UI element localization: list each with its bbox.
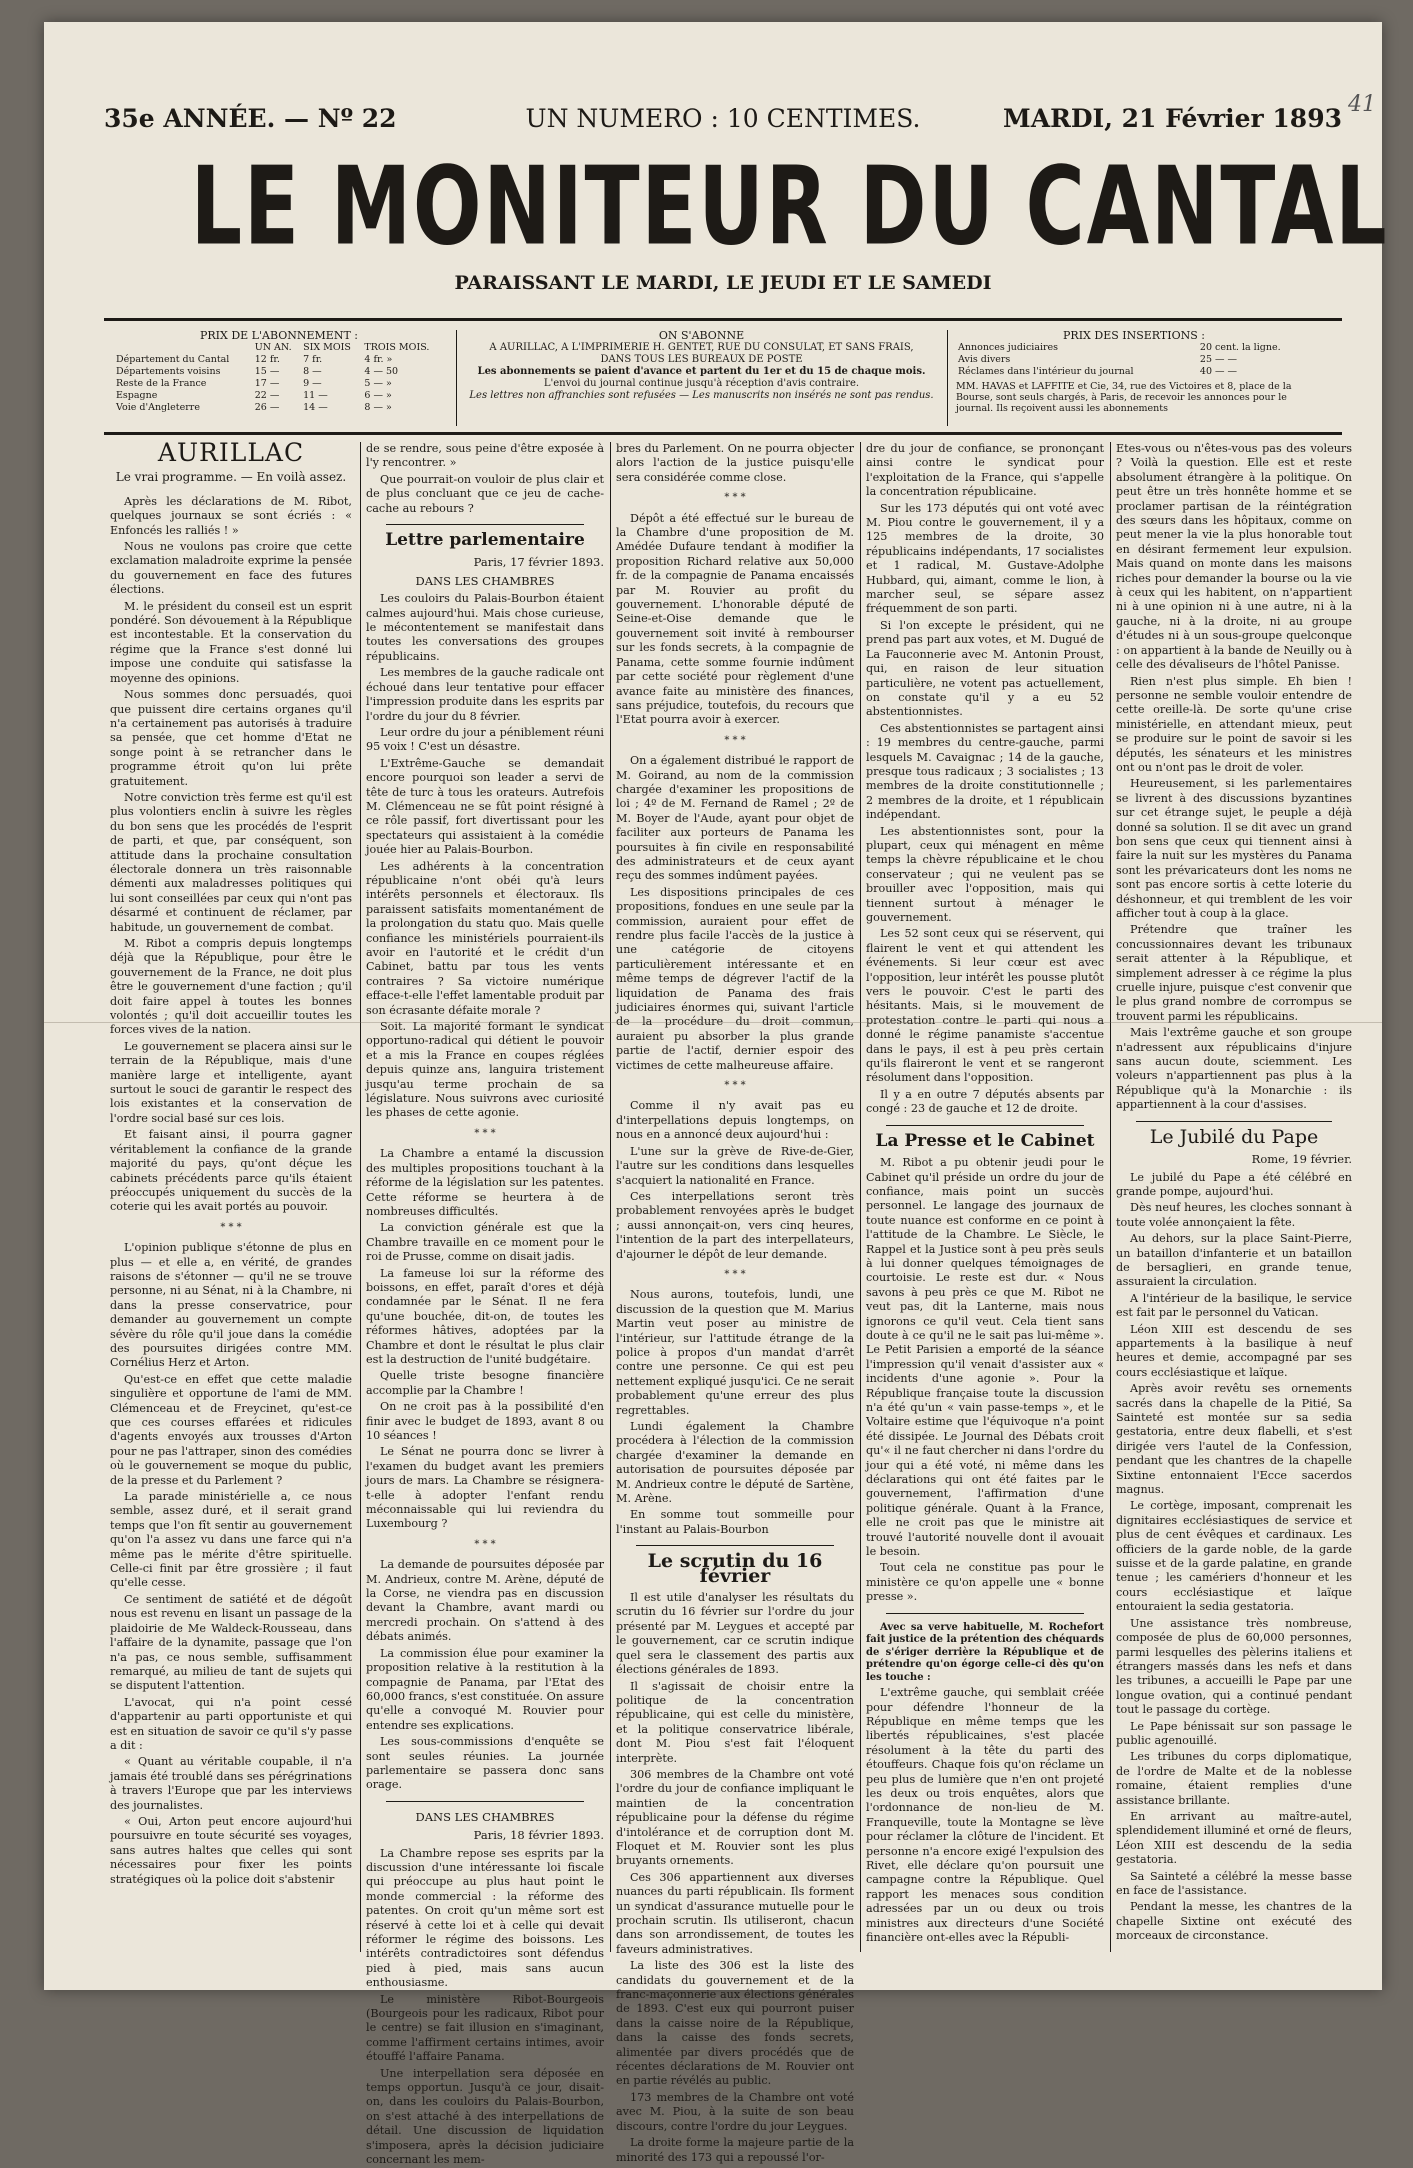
paragraph: 173 membres de la Chambre ont voté avec M. Piou, à la suite de son beau discours, contre l'ordre du jour Leygues.	[616, 2090, 854, 2133]
paragraph: Quelle triste besogne financière accomplie par la Chambre !	[366, 1369, 604, 1397]
paragraph: Tout cela ne constitue pas pour le ministère ce qu'on appelle une « bonne presse ».	[866, 1561, 1104, 1604]
subscribe-line: L'envoi du journal continue jusqu'à réception d'avis contraire.	[543, 378, 860, 389]
paragraph: Il s'agissait de choisir entre la politique de la concentration républicaine, qui est celle du ministère, et la politique conservatrice libérale, dont M. Piou s'est fait l'éloquent interprète.	[616, 1679, 854, 1765]
paragraph: Ces 306 appartiennent aux diverses nuances du parti républicain. Ils forment un syndicat d'assurance mutuelle pour le prochain scrutin. Ils utiliseront, chacun dans son arrondissement, de toutes les faveurs administratives.	[616, 1870, 854, 1956]
paragraph: La parade ministérielle a, ce nous semble, assez duré, et il serait grand temps que l'on fît sentir au gouvernement qu'on l'a assez vu dans une farce qui n'a même pas le mérite d'être spirituelle. Celle-ci finit par être grossière ; il faut qu'elle cesse.	[110, 1490, 352, 1590]
column-divider	[1110, 442, 1111, 1952]
paragraph: Pendant la messe, les chantres de la chapelle Sixtine ont exécuté des morceaux de circonstance.	[1116, 1900, 1352, 1943]
paragraph: Il est utile d'analyser les résultats du scrutin du 16 février sur l'ordre du jour présenté par M. Leygues et accepté par le gouvernement, car ce scrutin indique quel sera le classement des partis aux élections générales de 1893.	[616, 1591, 854, 1677]
subscribe-line: Les abonnements se paient d'avance et partent du 1er et du 15 de chaque mois.	[477, 366, 926, 377]
article-deck: Le vrai programme. — En voilà assez.	[115, 470, 347, 485]
column-1	[110, 438, 352, 1962]
paragraph: La Chambre repose ses esprits par la discussion d'une intéressante loi fiscale qui préoccupe au plus haut point le monde commercial : la réforme des patentes. On croit qu'un même sort est réservé à cette loi et à celle qui devait réformer le régime des boissons. Les intérêts contradictoires sont défendus pied à pied, mais sans aucun enthousiasme.	[366, 1846, 604, 1990]
column-3	[616, 442, 854, 2164]
paragraph: Les 52 sont ceux qui se réservent, qui flairent le vent et qui attendent les événements. Si leur cœur est avec l'opposition, leur intérêt les pousse plutôt vers le pouvoir. C'est le parti des hésitants. Mais, si le mouvement de protestation contre le parti qui nous a donné le régime panamiste s'accentue dans le pays, il est à peu près certain qu'ils flaireront le vent et se rangeront résolument dans l'opposition.	[866, 927, 1104, 1085]
paragraph: L'une sur la grève de Rive-de-Gier, l'autre sur les conditions dans lesquelles s'acquiert la nationalité en France.	[616, 1144, 854, 1187]
column-5	[1116, 442, 1352, 1962]
separator-asterisks: * * *	[724, 734, 746, 746]
paragraph: L'avocat, qui n'a point cessé d'appartenir au parti opportuniste et qui est en situation de savoir ce qu'il s'y passe a dit :	[110, 1695, 352, 1752]
separator-asterisks: * * *	[474, 1127, 496, 1139]
paper-fold	[44, 1022, 1382, 1023]
paragraph: La liste des 306 est la liste des candidats du gouvernement et de la franc-maçonnerie aux élections générales de 1893. C'est eux qui pourront puiser dans la caisse noire de la République, dans la caisse des fonds secrets, alimentée par divers procédés que de récentes déclarations de M. Rouvier ont en partie révélés au public.	[616, 1959, 854, 2088]
paragraph: Sur les 173 députés qui ont voté avec M. Piou contre le gouvernement, il y a 125 membres de la droite, 30 républicains indépendants, 17 socialistes et 1 radical, M. Gustave-Adolphe Hubbard, qui, aimant, comme le lion, à marcher seul, se sépare assez fréquemment de son parti.	[866, 501, 1104, 616]
section-label: DANS LES CHAMBRES	[415, 1809, 555, 1824]
paragraph: Le jubilé du Pape a été célébré en grande pompe, aujourd'hui.	[1116, 1170, 1352, 1198]
paragraph: M. le président du conseil est un esprit pondéré. Son dévouement à la République est incontestable. Et la conservation du régime que la France s'est donné lui impose une conduite qui satisfasse la moyenne des opinions.	[110, 599, 352, 685]
paragraph: Les dispositions principales de ces propositions, fondues en une seule par la commission, auraient pour effet de rendre plus facile l'accès de la justice à une catégorie de citoyens particulièrement intéressante et en même temps de dégrever l'actif de la liquidation de Panama des frais judiciaires énormes qui, suivant l'article de la procédure du droit commun, auraient pu absorber la plus grande partie de l'actif, dernier espoir des victimes de cette malheureuse affaire.	[616, 885, 854, 1072]
article-rule	[886, 1613, 1084, 1614]
column-2	[366, 442, 604, 2167]
paragraph: Lundi également la Chambre procédera à l'élection de la commission chargée d'examiner la demande en autorisation de poursuites déposée par M. Andrieux contre le député de Sartène, M. Arène.	[616, 1420, 854, 1506]
separator-asterisks: * * *	[220, 1221, 242, 1233]
article-rule	[1136, 1121, 1332, 1122]
col-heading: UN AN.	[254, 342, 292, 353]
subscribe-heading: ON S'ABONNE	[658, 329, 745, 342]
article-heading: Le scrutin du 16 février	[647, 1550, 823, 1587]
subscribe-line: A AURILLAC, A L'IMPRIMERIE H. GENTET, RUE DU CONSULAT, ET SANS FRAIS,	[489, 342, 914, 353]
paragraph: Au dehors, sur la place Saint-Pierre, un bataillon d'infanterie et un bataillon de bersaglieri, en grande tenue, assuraient la circulation.	[1116, 1232, 1352, 1289]
paragraph: A l'intérieur de la basilique, le service est fait par le personnel du Vatican.	[1116, 1291, 1352, 1320]
table-row: Avis divers 25 — —	[958, 354, 1238, 365]
table-row: Départements voisins 15 — 8 — 4 — 50	[116, 366, 399, 377]
col-heading: TROIS MOIS.	[364, 342, 430, 353]
subscribe-line: Les lettres non affranchies sont refusées — Les manuscrits non insérés ne sont pas rendus.	[469, 390, 934, 401]
paragraph: Notre conviction très ferme est qu'il est plus volontiers enclin à suivre les règles du bon sens que les procédés de l'esprit de parti, et que, par conséquent, son attitude dans la prochaine consultation électorale donnera un très raisonnable démenti aux maladresses politiques qui lui sont conseillées par ceux qui n'ont pas désarmé et continuent de réclamer, par habitude, un gouvernement de combat.	[110, 790, 352, 934]
article-rule	[386, 1801, 584, 1802]
insertions-box	[956, 330, 1312, 426]
masthead	[104, 144, 1389, 294]
paragraph: Une interpellation sera déposée en temps opportun. Jusqu'à ce jour, disait-on, dans les couloirs du Palais-Bourbon, on s'est attaché à des interpellations de détail. Une discussion de liquidation s'imposera, après la décision judiciaire concernant les mem-	[366, 2066, 604, 2167]
paragraph: L'extrême gauche, qui semblait créée pour défendre l'honneur de la République en même temps que les libertés républicaines, s'est placée résolument à la tête du parti des étouffeurs. Chaque fois qu'on réclame un peu plus de lumière que n'en ont projeté les deux ou trois enquêtes, alors que l'ordonnance de non-lieu de M. Franqueville, toute la Montagne se lève pour réclamer la clôture de l'incident. Et personne n'a encore exigé l'expulsion des Rivet, elle déclare qu'on poursuit une campagne contre la République. Quel rapport les menaces sous condition adressées par un ou deux ou trois ministres aux directeurs d'une Société financière ont-elles avec la Républi-	[866, 1686, 1104, 1945]
paragraph: dre du jour de confiance, se prononçant ainsi contre le syndicat pour l'exploitation de la France, qui s'appelle la concentration républicaine.	[866, 442, 1104, 499]
paragraph: de se rendre, sous peine d'être exposée à l'y rencontrer. »	[366, 442, 604, 470]
paragraph: Le gouvernement se placera ainsi sur le terrain de la République, mais d'une manière large et intelligente, ayant surtout le souci de garantir le respect des lois existantes et la conservation de l'ordre social basé sur ces lois.	[110, 1039, 352, 1125]
table-row: Département du Cantal 12 fr. 7 fr. 4 fr. »	[116, 354, 393, 365]
paragraph: Soit. La majorité formant le syndicat opportuno-radical qui détient le pouvoir et a mis la France en coupes réglées depuis quinze ans, languira tristement jusqu'au terme prochain de sa législature. Nous suivrons avec curiosité les phases de cette agonie.	[366, 1020, 604, 1120]
separator-asterisks: * * *	[724, 1080, 746, 1092]
paragraph: En somme tout sommeille pour l'instant au Palais-Bourbon	[616, 1508, 854, 1536]
article-rule	[636, 1545, 834, 1546]
paragraph: Ces abstentionnistes se partagent ainsi : 19 membres du centre-gauche, parmi lesquels M. Cavaignac ; 14 de la gauche, presque tous radicaux ; 3 socialistes ; 13 membres de la droite constitutionnelle ; 2 membres de la droite, et 1 républicain indépendant.	[866, 721, 1104, 822]
issue-number: 35e ANNÉE. — Nº 22	[104, 104, 397, 133]
table-row: Voie d'Angleterre 26 — 14 — 8 — »	[116, 402, 392, 413]
paragraph: Mais l'extrême gauche et son groupe n'adressent aux républicains d'injure sans aucun doute, sciemment. Les voleurs n'appartiennent pas plus à la République qu'à la Monarchie : ils appartiennent à la cour d'assises.	[1116, 1026, 1352, 1112]
paragraph: Prétendre que traîner les concussionnaires devant les tribunaux serait attenter à la République, et simplement adresser à ce régime la plus cruelle injure, puisque c'est convenir que le plus grand nombre de corrompus se trouvent parmi les républicains.	[1116, 923, 1352, 1023]
paragraph: Nous sommes donc persuadés, quoi que puissent dire certains organes qu'il n'a certainement pas autorisés à traduire sa pensée, que cet homme d'Etat ne songe point à se retrancher dans le programme étroit qu'on lui prête gratuitement.	[110, 688, 352, 788]
section-label: DANS LES CHAMBRES	[415, 573, 555, 588]
subscribe-box	[464, 330, 939, 426]
page-mark: 41	[1348, 92, 1376, 117]
paragraph: On ne croit pas à la possibilité d'en finir avec le budget de 1893, avant 8 ou 10 séances !	[366, 1400, 604, 1442]
paragraph: Sa Sainteté a célébré la messe basse en face de l'assistance.	[1116, 1869, 1352, 1897]
column-divider	[610, 442, 611, 1952]
paragraph: 306 membres de la Chambre ont voté l'ordre du jour de confiance impliquant le maintien de la concentration républicaine pour la défense du régime d'intolérance et de corruption dont M. Floquet et M. Rouvier sont les plus bruyants ornements.	[616, 1767, 854, 1868]
insertions-note: MM. HAVAS et LAFFITE et Cie, 34, rue des Victoires et 8, place de la Bourse, sont seuls chargés, à Paris, de recevoir les annonces pour le journal. Ils reçoivent aussi les abonnements	[956, 381, 1292, 414]
subscription-heading: PRIX DE L'ABONNEMENT :	[199, 329, 359, 342]
paragraph: La droite forme la majeure partie de la minorité des 173 qui a repoussé l'or-	[616, 2136, 854, 2164]
box-divider	[947, 330, 948, 426]
paragraph: Le ministère Ribot-Bourgeois (Bourgeois pour les radicaux, Ribot pour le centre) se fait illusion en s'imaginant, comme l'affirment certains intimes, avoir étouffé l'affaire Panama.	[366, 1992, 604, 2064]
paragraph: Qu'est-ce en effet que cette maladie singulière et opportune de l'ami de MM. Clémenceau et de Freycinet, qu'est-ce que ces courses effarées et ridicules d'agents envoyés aux trousses d'Arton pour ne pas l'attraper, sinon des comédies où le gouvernement se moque du public, de la presse et du Parlement ?	[110, 1372, 352, 1487]
paragraph: Comme il n'y avait pas eu d'interpellations depuis longtemps, on nous en a annoncé deux aujourd'hui :	[616, 1099, 854, 1142]
paragraph: Que pourrait-on vouloir de plus clair et de plus concluant que ce jeu de cache-cache au rebours ?	[366, 472, 604, 515]
dateline: Rome, 19 février.	[1251, 1152, 1352, 1167]
separator-asterisks: * * *	[724, 1268, 746, 1280]
paragraph: Les couloirs du Palais-Bourbon étaient calmes aujourd'hui. Mais chose curieuse, le mécontentement se manifestait dans toutes les conversations des groupes républicains.	[366, 592, 604, 663]
paragraph: « Oui, Arton peut encore aujourd'hui poursuivre en toute sécurité ses voyages, sans autres haltes que celles qui sont nécessaires pour fixer les points stratégiques où la police doit s'abstenir	[110, 1814, 352, 1886]
paragraph: Dès neuf heures, les cloches sonnant à toute volée annonçaient la fête.	[1116, 1201, 1352, 1229]
paragraph: « Quant au véritable coupable, il n'a jamais été troublé dans ses pérégrinations à travers l'Europe que par les interviews des journalistes.	[110, 1755, 352, 1812]
table-row: Reste de la France 17 — 9 — 5 — »	[116, 378, 392, 389]
dateline: Paris, 18 février 1893.	[473, 1828, 604, 1843]
article-rule	[886, 1125, 1084, 1126]
article-rule	[386, 524, 584, 525]
paragraph: On a également distribué le rapport de M. Goirand, au nom de la commission chargée d'examiner les propositions de loi ; 4º de M. Fernand de Ramel ; 2º de M. Boyer de l'Aude, ayant pour objet de faciliter aux porteurs de Panama les poursuites à fin civile en responsabilité des administrateurs et de ceux ayant reçu des sommes indûment payées.	[616, 754, 854, 883]
paragraph: Après avoir revêtu ses ornements sacrés dans la chapelle de la Pitié, Sa Sainteté est montée sur sa sedia gestatoria, entre deux flabelli, et s'est dirigée vers l'autel de la Confession, pendant que les chantres de la chapelle Sixtine entonnaient l'Ecce sacerdos magnus.	[1116, 1382, 1352, 1497]
table-row: Réclames dans l'intérieur du journal 40 — —	[958, 366, 1238, 377]
paragraph: L'opinion publique s'étonne de plus en plus — et elle a, en vérité, de grandes raisons de s'étonner — qu'il ne se trouve personne, ni au Sénat, ni à la Chambre, ni dans la presse conservatrice, pour demander au gouvernement un compte sévère du rôle qu'il joue dans la comédie des poursuites dirigées contre MM. Cornélius Herz et Arton.	[110, 1241, 352, 1370]
paragraph: Si l'on excepte le président, qui ne prend pas part aux votes, et M. Dugué de La Fauconnerie avec M. Antonin Proust, qui, en raison de leur situation particulière, ne votent pas actuellement, on constate qu'il y a eu 52 abstentionnistes.	[866, 618, 1104, 719]
issue-line	[104, 104, 1342, 144]
paragraph: Et faisant ainsi, il pourra gagner véritablement la confiance de la grande majorité du pays, qu'ont déçue les cabinets précédents parce qu'ils étaient préoccupés uniquement du succès de la coterie qui les avait portés au pouvoir.	[110, 1128, 352, 1214]
paragraph: Le Pape bénissait sur son passage le public agenouillé.	[1116, 1719, 1352, 1747]
paragraph: Nous ne voulons pas croire que cette exclamation maladroite exprime la pensée du gouvernement en face des futures élections.	[110, 540, 352, 597]
article-heading: Lettre parlementaire	[385, 530, 585, 551]
subscription-table	[114, 342, 444, 414]
paragraph: La fameuse loi sur la réforme des boissons, en effet, paraît d'ores et déjà condamnée par le Sénat. Il ne fera qu'une bouchée, dit-on, de toutes les réformes hâtives, adoptées par la Chambre et dont le résultat le plus clair est la destruction de l'unité budgétaire.	[366, 1266, 604, 1366]
issue-price: UN NUMERO : 10 CENTIMES.	[525, 104, 921, 133]
paragraph: Le cortège, imposant, comprenait les dignitaires ecclésiastiques de service et plus de cent évêques et cardinaux. Les officiers de la garde noble, de la garde suisse et de la garde palatine, en grande tenue ; les camériers d'honneur et les cours ecclésiastique et laïque entouraient la sedia gestatoria.	[1116, 1499, 1352, 1614]
paragraph: bres du Parlement. On ne pourra objecter alors l'action de la justice puisqu'elle sera considérée comme close.	[616, 442, 854, 484]
newspaper-page	[44, 22, 1389, 2167]
article-heading: Le Jubilé du Pape	[1149, 1125, 1319, 1148]
paragraph: La commission élue pour examiner la proposition relative à la restitution à la compagnie de Panama, par l'Etat des 60,000 francs, s'est constituée. On assure qu'elle a convoqué M. Rouvier pour entendre ses explications.	[366, 1646, 604, 1732]
box-divider	[456, 330, 457, 426]
insertions-table	[956, 342, 1312, 378]
paragraph: M. Ribot a pu obtenir jeudi pour le Cabinet qu'il préside un ordre du jour de confiance, mais point un succès personnel. Le langage des journaux de toute nuance est conforme en ce point à l'attitude de la Chambre. Le Siècle, le Rappel et la Justice sont à peu près seuls à lui donner quelques témoignages de courtoisie. Le reste est dur. « Nous savons à peu près ce que M. Ribot ne veut pas, dit la Lanterne, mais nous ignorons ce qu'il veut. Cela tient sans doute à ce qu'il ne le sait pas lui-même ». Le Petit Parisien a emporté de la séance l'impression qu'il venait d'assister aux « incidents d'une agonie ». Pour la République française toute la discussion n'a été qu'un « vain passe-temps », et le Voltaire estime que l'équivoque n'a point été dissipée. Le Journal des Débats croit qu'« il ne faut chercher ni dans l'ordre du jour qui a été voté, ni même dans les déclarations qui ont été faites par le gouvernement, l'affirmation d'une politique générale. Quant à la France, elle ne croit pas que le ministre ait trouvé l'autorité nouvelle dont il avouait le besoin.	[866, 1156, 1104, 1559]
separator-asterisks: * * *	[474, 1538, 496, 1550]
paragraph: Après les déclarations de M. Ribot, quelques journaux se sont écriés : « Enfoncés les ralliés ! »	[110, 494, 352, 537]
paragraph: Ces interpellations seront très probablement renvoyées après le budget ; aussi annonçait-on, vers cinq heures, l'intention de la part des interpellateurs, d'ajourner le dépôt de leur demande.	[616, 1189, 854, 1261]
paragraph: L'Extrême-Gauche se demandait encore pourquoi son leader a servi de tête de turc à tous les orateurs. Autrefois M. Clémenceau ne se fût point résigné à ce rôle passif, fort divertissant pour les spectateurs qui assistaient à la comédie jouée hier au Palais-Bourbon.	[366, 756, 604, 857]
paragraph: Les sous-commissions d'enquête se sont seules réunies. La journée parlementaire se passera donc sans orage.	[366, 1735, 604, 1792]
paragraph: Avec sa verve habituelle, M. Rochefort fait justice de la prétention des chéquards de s'ériger derrière la République et de prétendre qu'on égorge celle-ci dès qu'on les touche :	[866, 1621, 1104, 1683]
paragraph: Les abstentionnistes sont, pour la plupart, ceux qui ménagent en même temps la chèvre républicaine et le chou conservateur ; qui ne veulent pas se brouiller avec l'opposition, mais qui tiennent surtout à ménager le gouvernement.	[866, 824, 1104, 924]
paragraph: Léon XIII est descendu de ses appartements à la basilique à neuf heures et demie, accompagné par ses cours ecclésiastique et laïque.	[1116, 1322, 1352, 1379]
paragraph: Dépôt a été effectué sur le bureau de la Chambre d'une proposition de M. Amédée Dufaure tendant à modifier la proposition Richard relative aux 50,000 fr. de la compagnie de Panama encaissés par M. Rouvier au profit du gouvernement. L'honorable député de Seine-et-Oise demande que le gouvernement soit invité à rembourser sur les fonds secrets, à la compagnie de Panama, cette somme fournie indûment par cette société pour règlement d'une avance faite au ministère des finances, sans préjudice, toutefois, du recours que l'Etat pourra avoir à exercer.	[616, 511, 854, 727]
separator-asterisks: * * *	[724, 492, 746, 504]
paragraph: En arrivant au maître-autel, splendidement illuminé et orné de fleurs, Léon XIII est descendu de la sedia gestatoria.	[1116, 1809, 1352, 1867]
paragraph: Heureusement, si les parlementaires se livrent à des discussions byzantines sur cet étrange sujet, le peuple a déjà donné sa solution. Il se dit avec un grand bon sens que ceux qui tiennent ainsi à faire la nuit sur les mystères du Panama sont les prévaricateurs dont les noms ne sont pas encore sortis à cette loterie du déshonneur, et qui tremblent de les voir afficher tout à coup à la glace.	[1116, 777, 1352, 920]
insertions-heading: PRIX DES INSERTIONS :	[1063, 329, 1205, 342]
paragraph: Les tribunes du corps diplomatique, de l'ordre de Malte et de la noblesse romaine, étaient remplies d'une assistance brillante.	[1116, 1750, 1352, 1807]
paragraph: Etes-vous ou n'êtes-vous pas des voleurs ? Voilà la question. Elle est et reste absolument étrangère à la politique. On peut être un très honnête homme et se proclamer partisan de la réintégration des sœurs dans les hôpitaux, comme on peut mener la vie la plus honorable tout en désirant fermement leur expulsion. Mais quand on monte dans les maisons riches pour demander la bourse ou la vie à ceux qui les habitent, on n'appartient ni à une opinion ni à une autre, ni à la gauche, ni à la droite, ni au groupe d'études ni à un sous-groupe quelconque : on appartient à la bande de Neuilly ou à celle des dévaliseurs de l'hôtel Panisse.	[1116, 442, 1352, 672]
column-divider	[360, 442, 361, 1952]
header-bottom-rule	[104, 432, 1342, 435]
paragraph: Les membres de la gauche radicale ont échoué dans leur tentative pour effacer l'impression produite dans les esprits par l'ordre du jour du 8 février.	[366, 666, 604, 723]
paragraph: Une assistance très nombreuse, composée de plus de 60,000 personnes, parmi lesquelles des pèlerins italiens et étrangers massés dans les nefs et dans les tribunes, a accueilli le Pape par une longue ovation, qui a continué pendant tout le passage du cortège.	[1116, 1616, 1352, 1717]
col-heading: SIX MOIS	[303, 342, 351, 353]
paragraph: Leur ordre du jour a péniblement réuni 95 voix ! C'est un désastre.	[366, 725, 604, 754]
newspaper-title: LE MONITEUR DU CANTAL	[190, 144, 1389, 271]
table-row: Annonces judiciaires 20 cent. la ligne.	[958, 342, 1281, 353]
newspaper-subtitle: PARAISSANT LE MARDI, LE JEUDI ET LE SAMEDI	[454, 272, 992, 294]
paragraph: Les adhérents à la concentration républicaine n'ont obéi qu'à leurs intérêts personnels et électoraux. Ils paraissent satisfaits momentanément de la prolongation du statu quo. Mais quelle confiance les ministériels pourraient-ils avoir en l'autorité et le crédit d'un Cabinet, battu par tous les vents contraires ? Sa victoire numérique efface-t-elle l'effet lamentable produit par son écrasante défaite morale ?	[366, 859, 604, 1017]
table-row: Espagne 22 — 11 — 6 — »	[116, 390, 392, 401]
dateline: Paris, 17 février 1893.	[473, 555, 604, 570]
paragraph: Il y a en outre 7 députés absents par congé : 23 de gauche et 12 de droite.	[866, 1087, 1104, 1116]
article-heading: La Presse et le Cabinet	[875, 1130, 1095, 1151]
subscription-box	[114, 330, 444, 426]
issue-date: MARDI, 21 Février 1893	[1003, 104, 1342, 133]
paragraph: Ce sentiment de satiété et de dégoût nous est revenu en lisant un passage de la plaidoirie de Me Waldeck-Rousseau, dans l'affaire de la dynamite, passage que l'on n'a pas, ce nous semble, suffisamment remarqué, au milieu de tant de sujets qui se disputent l'attention.	[110, 1592, 352, 1693]
header-rule	[104, 318, 1342, 321]
paragraph: La conviction générale est que la Chambre travaille en ce moment pour le roi de Prusse, comme on disait jadis.	[366, 1221, 604, 1264]
paragraph: Le Sénat ne pourra donc se livrer à l'examen du budget avant les premiers jours de mars. La Chambre se résignera-t-elle à adopter l'enfant rendu méconnaissable qui lui reviendra du Luxembourg ?	[366, 1445, 604, 1531]
paragraph: La Chambre a entamé la discussion des multiples propositions touchant à la réforme de la législation sur les patentes. Cette réforme se heurtera à de nombreuses difficultés.	[366, 1147, 604, 1218]
paragraph: Rien n'est plus simple. Eh bien ! personne ne semble vouloir entendre de cette oreille-là. De sorte qu'une crise ministérielle, en attendant mieux, peut se produire sur le point de savoir si les députés, les sénateurs et les ministres ont ou n'ont pas le droit de voler.	[1116, 674, 1352, 774]
paragraph: M. Ribot a compris depuis longtemps déjà que la République, pour être le gouvernement de la France, ne doit plus être le gouvernement d'une faction ; qu'il doit faire appel à toutes les bonnes volontés ; qu'il doit accueillir toutes les forces vives de la nation.	[110, 937, 352, 1037]
subscribe-line: DANS TOUS LES BUREAUX DE POSTE	[600, 354, 803, 365]
section-heading: AURILLAC	[157, 438, 305, 467]
column-4	[866, 442, 1104, 1962]
paragraph: Nous aurons, toutefois, lundi, une discussion de la question que M. Marius Martin veut poser au ministre de l'intérieur, sur l'attitude étrange de la police à propos d'un mandat d'arrêt contre une personne. Ce qui est peu nettement expliqué jusqu'ici. Ce ne serait probablement qu'une erreur des plus regrettables.	[616, 1288, 854, 1417]
paragraph: La demande de poursuites déposée par M. Andrieux, contre M. Arène, député de la Corse, ne viendra pas en discussion devant la Chambre, avant mardi ou mercredi prochain. On s'attend à des débats animés.	[366, 1558, 604, 1644]
column-divider	[860, 442, 861, 1952]
